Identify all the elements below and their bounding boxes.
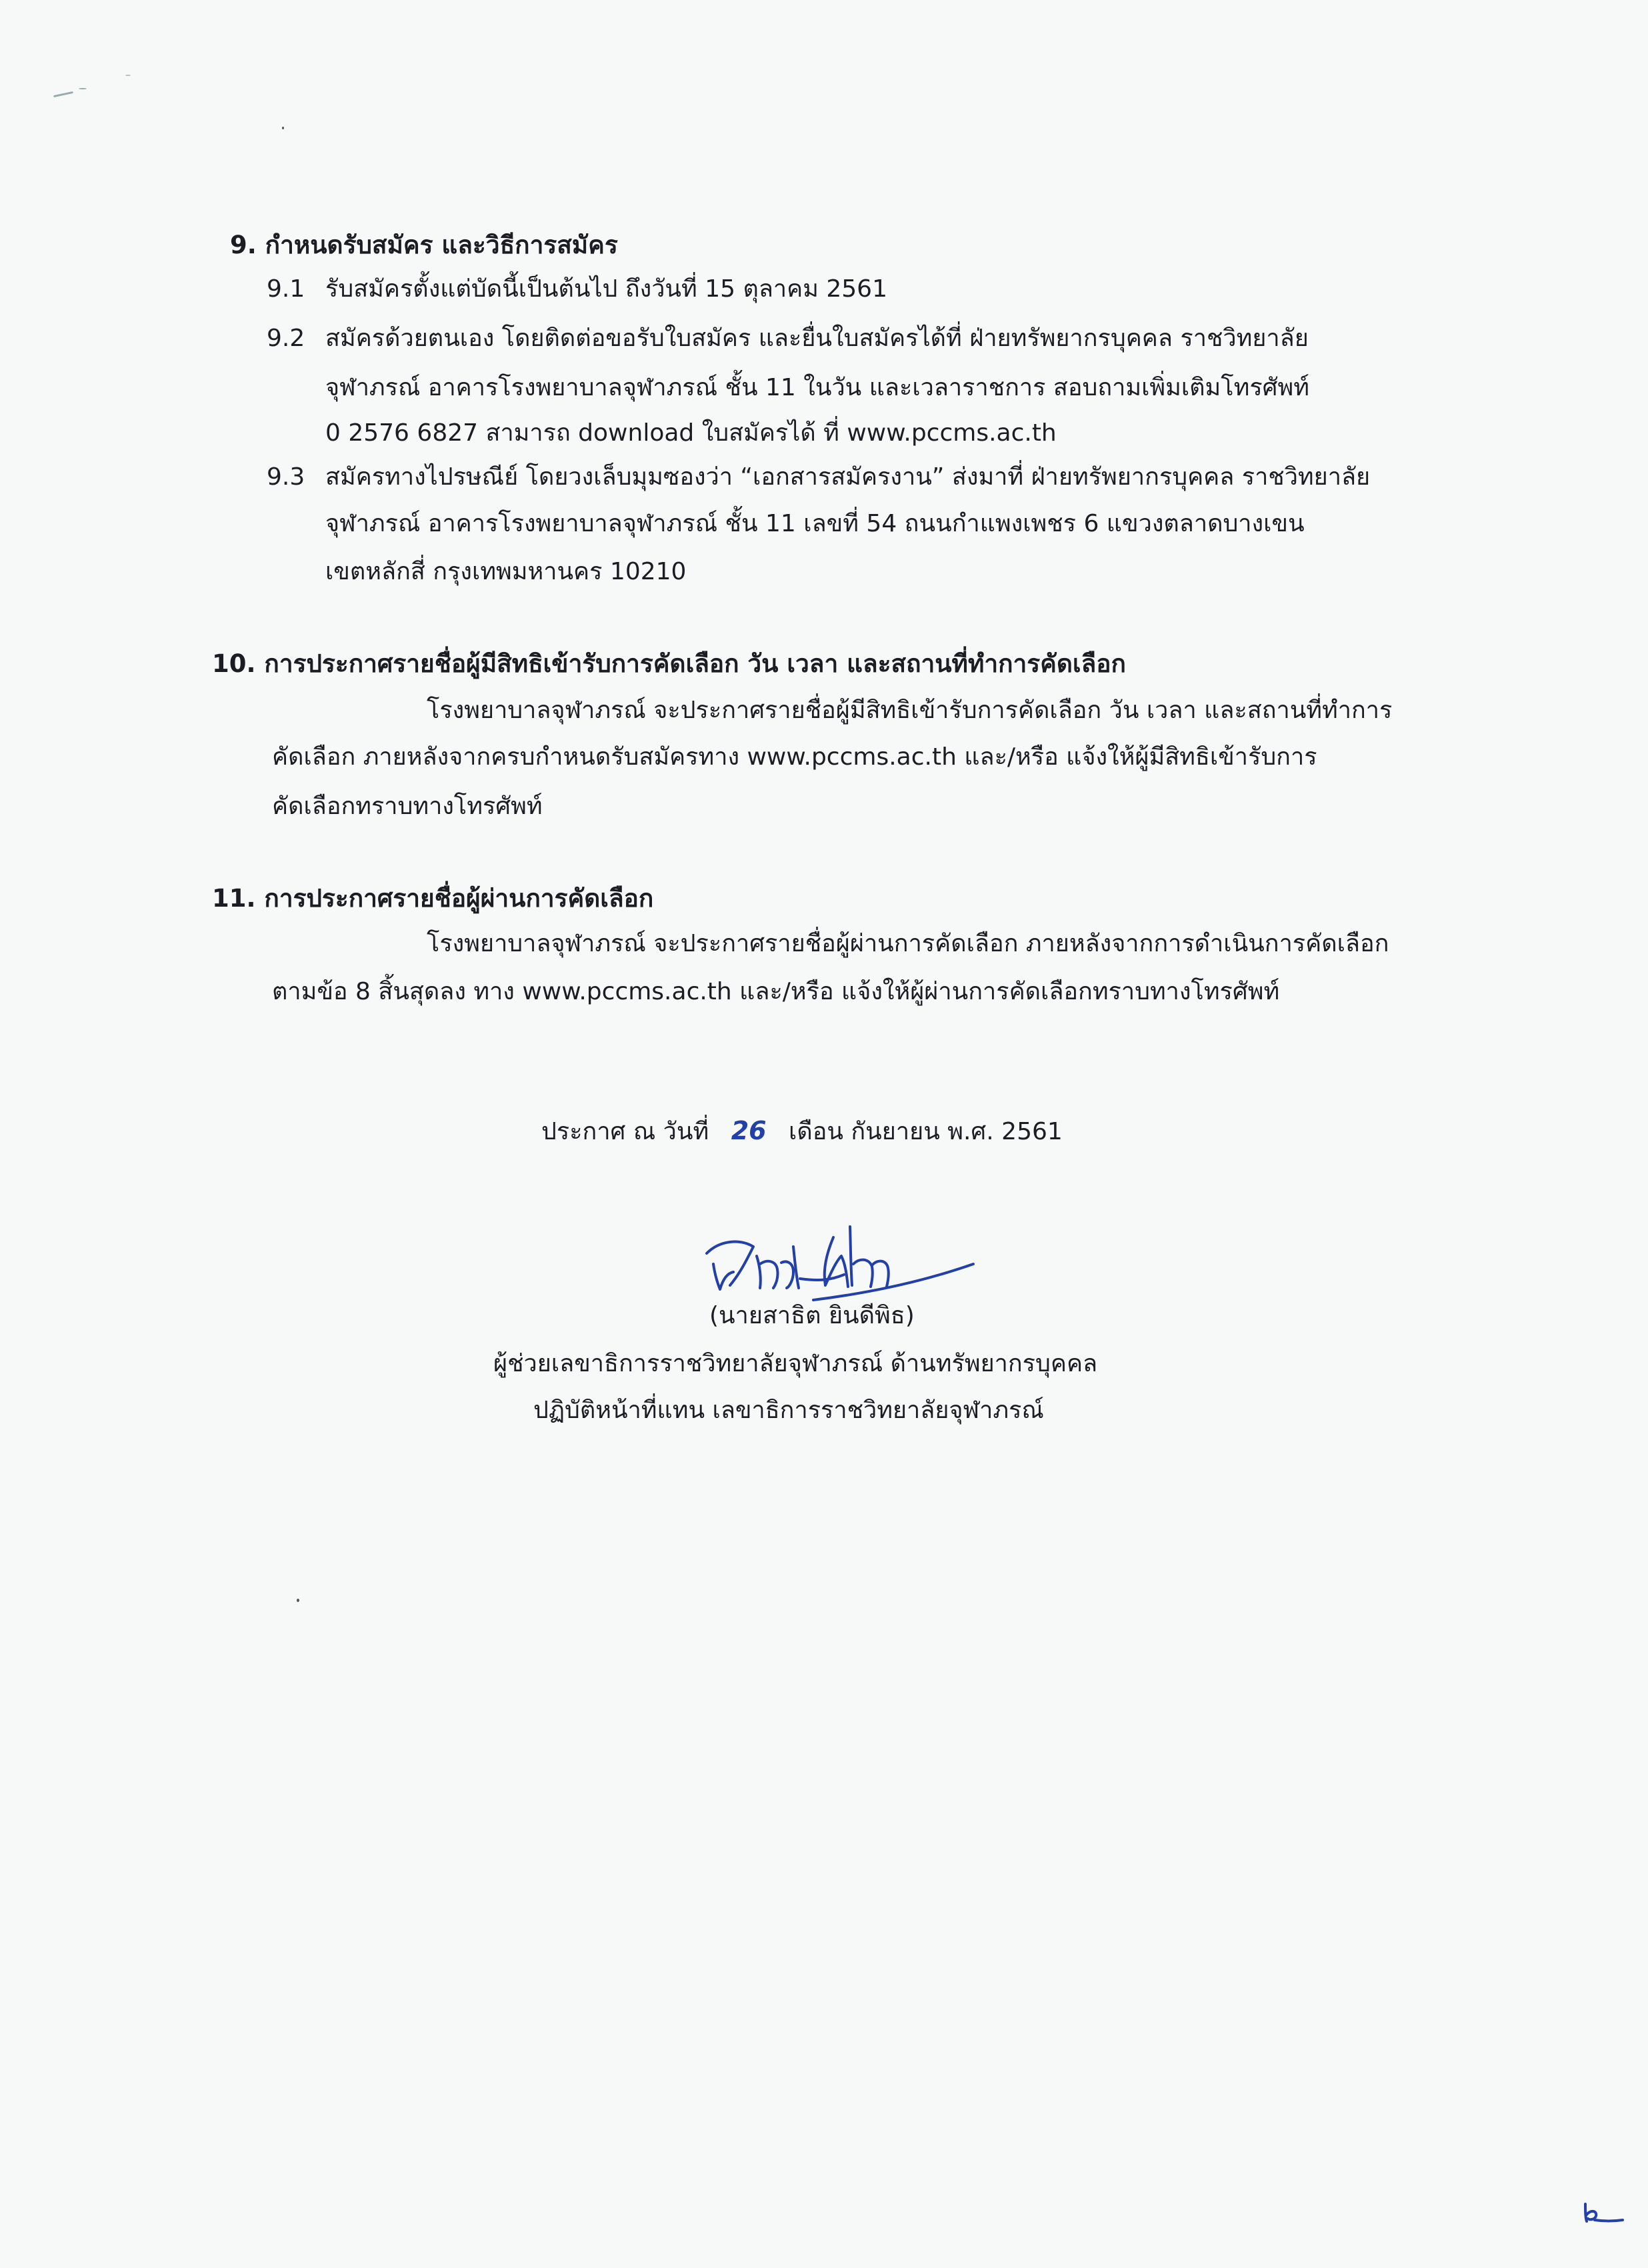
section-11-line-2: ตามข้อ 8 สิ้นสุดลง ทาง www.pccms.ac.th และ/หรือ แจ้งให้ผู้ผ่านการคัดเลือกทราบทางโทรศัพท์: [272, 978, 1280, 1005]
section-9-3-line-1: สมัครทางไปรษณีย์ โดยวงเล็บมุมซองว่า “เอกสารสมัครงาน” ส่งมาที่ ฝ่ายทรัพยากรบุคคล ราชวิทยาลัย: [325, 463, 1371, 491]
announcement-suffix: เดือน กันยายน พ.ศ. 2561: [789, 1118, 1063, 1145]
section-9-3-line-2: จุฬาภรณ์ อาคารโรงพยาบาลจุฬาภรณ์ ชั้น 11 เลขที่ 54 ถนนกำแพงเพชร 6 แขวงตลาดบางเขน: [325, 510, 1305, 537]
signer-name: (นายสาธิต ยินดีพิธ): [709, 1302, 915, 1329]
signer-title-line-2: ปฏิบัติหน้าที่แทน เลขาธิการราชวิทยาลัยจุฬาภรณ์: [533, 1397, 1044, 1424]
scan-mark: [53, 91, 73, 97]
section-9-2-line-1: สมัครด้วยตนเอง โดยติดต่อขอรับใบสมัคร และยื่นใบสมัครได้ที่ ฝ่ายทรัพยากรบุคคล ราชวิทยาลัย: [325, 325, 1309, 352]
section-10-line-2: คัดเลือก ภายหลังจากครบกำหนดรับสมัครทาง www.pccms.ac.th และ/หรือ แจ้งให้ผู้มีสิทธิเข้ารับการ: [272, 743, 1317, 771]
section-9-2-line-2: จุฬาภรณ์ อาคารโรงพยาบาลจุฬาภรณ์ ชั้น 11 ในวัน และเวลาราชการ สอบถามเพิ่มเติมโทรศัพท์: [325, 374, 1309, 401]
announcement-prefix: ประกาศ ณ วันที่: [541, 1118, 709, 1145]
scan-speck: [297, 1599, 299, 1602]
section-11-heading: 11. การประกาศรายชื่อผู้ผ่านการคัดเลือก: [212, 884, 654, 913]
scan-speck: [282, 127, 284, 129]
section-9-heading: 9. กำหนดรับสมัคร และวิธีการสมัคร: [230, 231, 618, 259]
section-9-3-line-3: เขตหลักสี่ กรุงเทพมหานคร 10210: [325, 558, 687, 585]
section-9-3-number: 9.3: [267, 463, 305, 491]
announcement-date-line: [541, 1115, 1063, 1148]
handwritten-initial-mark: [1580, 2200, 1627, 2227]
scan-mark: [125, 75, 131, 76]
section-11-line-1: โรงพยาบาลจุฬาภรณ์ จะประกาศรายชื่อผู้ผ่านการคัดเลือก ภายหลังจากการดำเนินการคัดเลือก: [427, 930, 1389, 957]
section-10-line-1: โรงพยาบาลจุฬาภรณ์ จะประกาศรายชื่อผู้มีสิทธิเข้ารับการคัดเลือก วัน เวลา และสถานที่ทำการ: [427, 697, 1393, 724]
section-9-1-number: 9.1: [267, 275, 305, 303]
section-9-2-number: 9.2: [267, 325, 305, 352]
section-10-heading: 10. การประกาศรายชื่อผู้มีสิทธิเข้ารับการคัดเลือก วัน เวลา และสถานที่ทำการคัดเลือก: [212, 649, 1126, 678]
announcement-day-handwritten: 26: [731, 1116, 767, 1145]
scan-mark: [79, 88, 87, 89]
section-9-2-line-3: 0 2576 6827 สามารถ download ใบสมัครได้ ที่ www.pccms.ac.th: [325, 419, 1057, 447]
section-10-line-3: คัดเลือกทราบทางโทรศัพท์: [272, 793, 543, 820]
section-9-1-line-1: รับสมัครตั้งแต่บัดนี้เป็นต้นไป ถึงวันที่ 15 ตุลาคม 2561: [325, 275, 887, 303]
signer-title-line-1: ผู้ช่วยเลขาธิการราชวิทยาลัยจุฬาภรณ์ ด้านทรัพยากรบุคคล: [493, 1350, 1098, 1377]
